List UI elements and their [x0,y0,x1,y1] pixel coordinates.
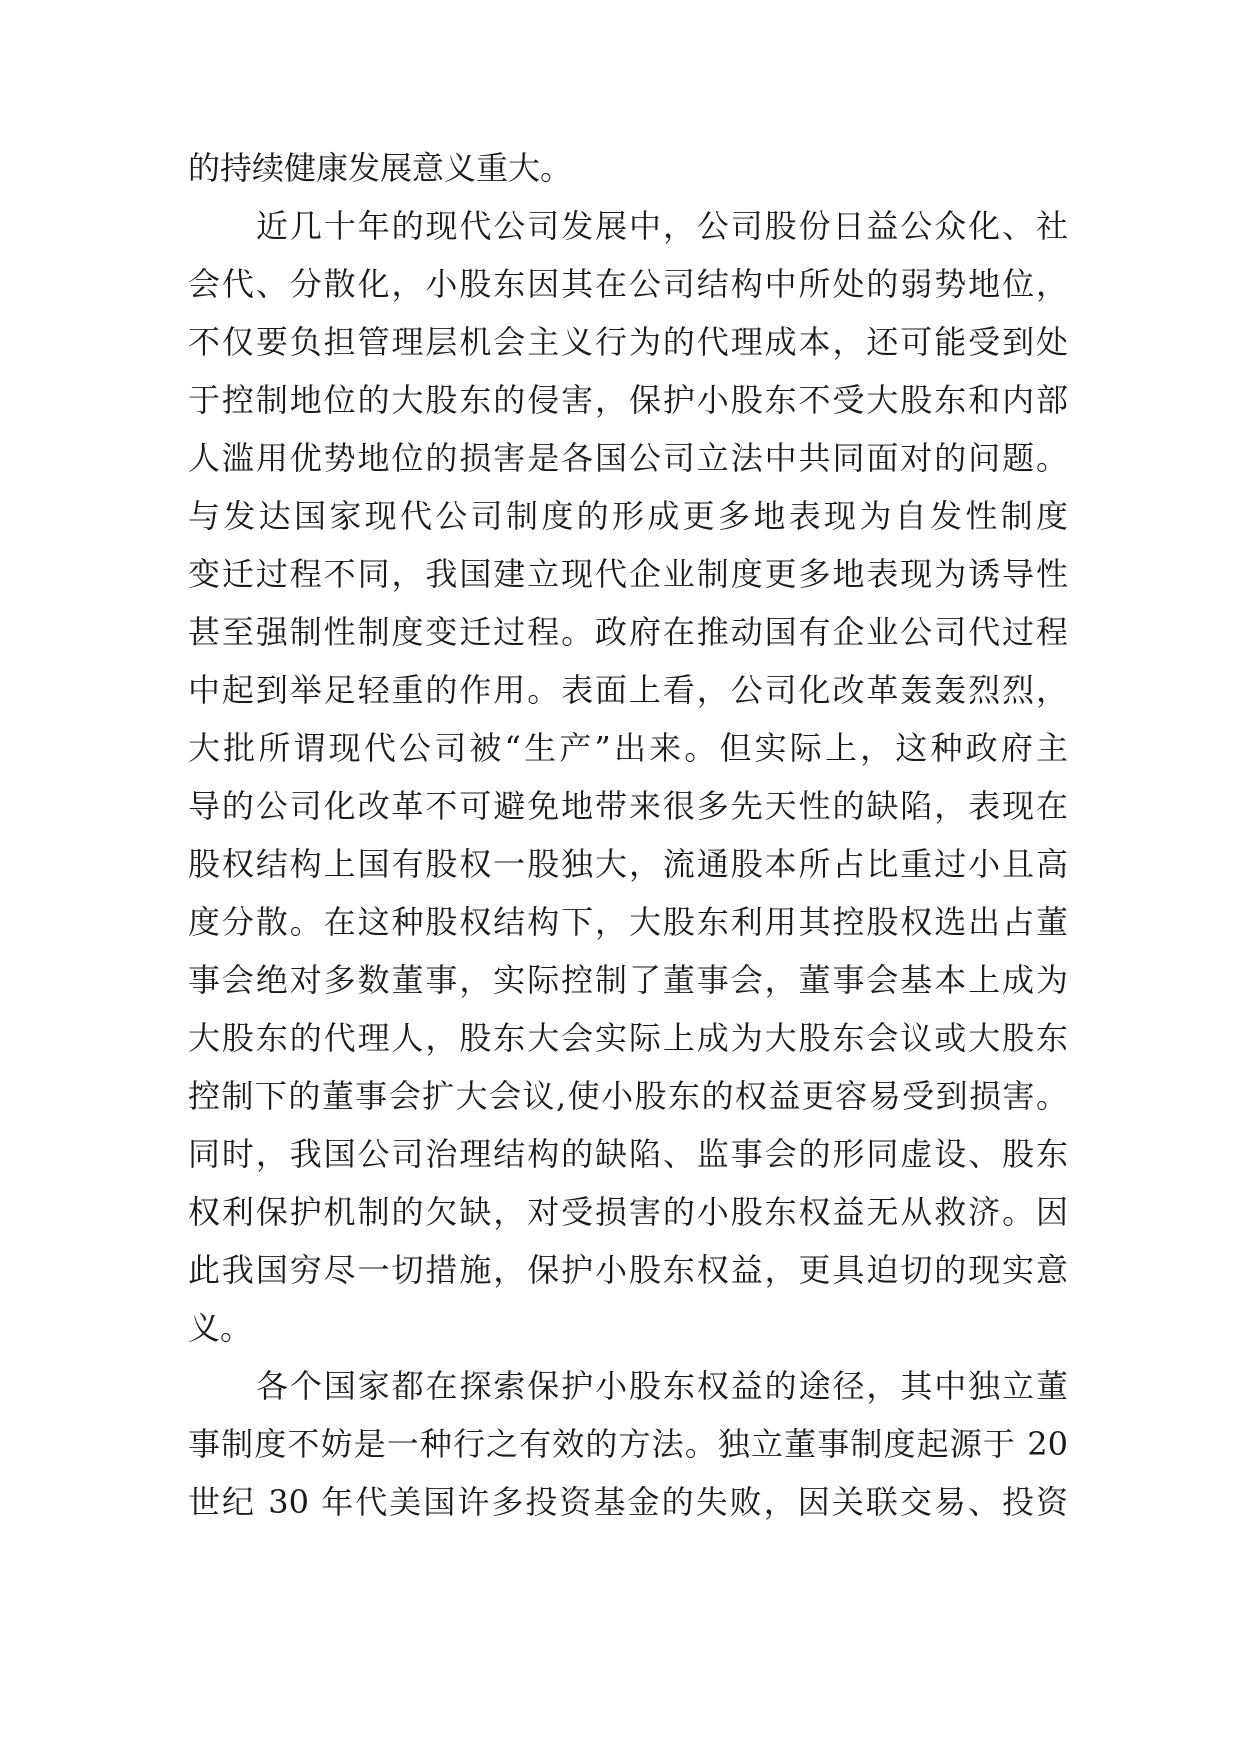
text-line: 不仅要负担管理层机会主义行为的代理成本，还可能受到处 [188,323,1068,361]
text-line: 导的公司化改革不可避免地带来很多先天性的缺陷，表现在 [188,787,1068,825]
text-line: 事制度不妨是一种行之有效的方法。独立董事制度起源于 20 [188,1425,1068,1463]
text-line: 控制下的董事会扩大会议,使小股东的权益更容易受到损害。 [188,1077,1068,1115]
text-line: 会代、分散化，小股东因其在公司结构中所处的弱势地位， [188,265,1068,303]
text-line: 世纪 30 年代美国许多投资基金的失败，因关联交易、投资 [188,1483,1068,1521]
text-line: 人滥用优势地位的损害是各国公司立法中共同面对的问题。 [188,439,1068,477]
text-line: 此我国穷尽一切措施，保护小股东权益，更具迫切的现实意 [188,1251,1068,1289]
text-line: 各个国家都在探索保护小股东权益的途径，其中独立董 [256,1367,1068,1405]
text-line: 大批所谓现代公司被“生产”出来。但实际上，这种政府主 [188,729,1068,767]
text-line: 于控制地位的大股东的侵害，保护小股东不受大股东和内部 [188,381,1068,419]
text-line: 同时，我国公司治理结构的缺陷、监事会的形同虚设、股东 [188,1135,1068,1173]
text-line: 权利保护机制的欠缺，对受损害的小股东权益无从救济。因 [188,1193,1068,1231]
text-line: 义。 [188,1309,253,1347]
text-line: 事会绝对多数董事，实际控制了董事会，董事会基本上成为 [188,961,1068,999]
text-line: 的持续健康发展意义重大。 [188,149,573,187]
text-line: 大股东的代理人，股东大会实际上成为大股东会议或大股东 [188,1019,1068,1057]
text-line: 度分散。在这种股权结构下，大股东利用其控股权选出占董 [188,903,1068,941]
text-line: 与发达国家现代公司制度的形成更多地表现为自发性制度 [188,497,1068,535]
text-line: 变迁过程不同，我国建立现代企业制度更多地表现为诱导性 [188,555,1068,593]
text-line: 甚至强制性制度变迁过程。政府在推动国有企业公司代过程 [188,613,1068,651]
text-line: 股权结构上国有股权一股独大，流通股本所占比重过小且高 [188,845,1068,883]
text-line: 近几十年的现代公司发展中，公司股份日益公众化、社 [256,207,1068,245]
text-line: 中起到举足轻重的作用。表面上看，公司化改革轰轰烈烈， [188,671,1068,709]
